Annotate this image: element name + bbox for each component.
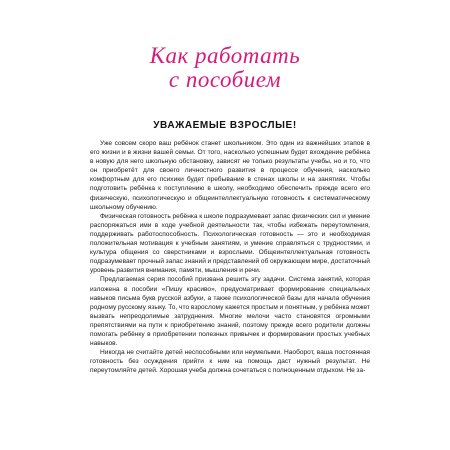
section-heading: УВАЖАЕМЫЕ ВЗРОСЛЫЕ! <box>153 120 297 131</box>
paragraph: Уже совсем скоро ваш ребёнок станет школьником. Это один из важнейших этапов в его жизни и в жизни вашей семьи. От того, насколько успешным будет вхождение ребёнка в новую для него школьную обстановку, зависят не только результаты учебы, но и то, что он приобретёт для своего личностного развития в процессе обучения, насколько комфортным для его психики будет пребывание в стенах школы и на занятиях. Чтобы подготовить ребёнка к поступлению в школу, необходимо обеспечить прежде всего его физическую, психологическую и общеинтеллектуальную готовность к систематическому школьному обучению. <box>90 140 370 211</box>
page-title-line-1: Как работать <box>149 43 301 68</box>
page-title-line-2: с пособием <box>168 67 282 92</box>
paragraph: Предлагаемая серия пособий призвана решить эту задачи. Система занятий, которая изложена в пособии «Пишу красиво», предусматривает формирование специальных навыков письма букв русской азбуки, а также психологической базы для начала обучения родному русскому языку. То, что взрослому кажется простым и понятным, у ребёнка может вызвать непреодолимые затруднения. Многие мелочи часто становятся огромными препятствиями на пути к приобретению знаний, поэтому прежде всего родители должны помогать ребёнку в приобретении полезных привычек и формировании простых учебных навыков. <box>90 276 370 348</box>
paragraph: Физическая готовность ребёнка к школе подразумевает запас физических сил и умение распоряжаться ими в ходе учебной деятельности так, чтобы избежать переутомления, поддерживать работоспособность. Психологическая готовность — это и необходимая положительная мотивация к учебным занятиям, и умение справляться с трудностями, и культура общения со сверстниками и взрослыми. Общеинтеллектуальная готовность подразумевает прочный запас знаний и представлений об окружающем мире, достаточный уровень развития внимания, памяти, мышления и речи. <box>90 212 370 275</box>
body-text <box>90 139 370 375</box>
paragraph: Никогда не считайте детей неспособными или неумелыми. Наоборот, ваша постоянная готовность без осуждения прийти к ним на помощь даст нужный результат. Не переутомляйте детей. Хорошая учеба должна сочетаться с полноценным отдыхом. Не за- <box>90 349 370 375</box>
